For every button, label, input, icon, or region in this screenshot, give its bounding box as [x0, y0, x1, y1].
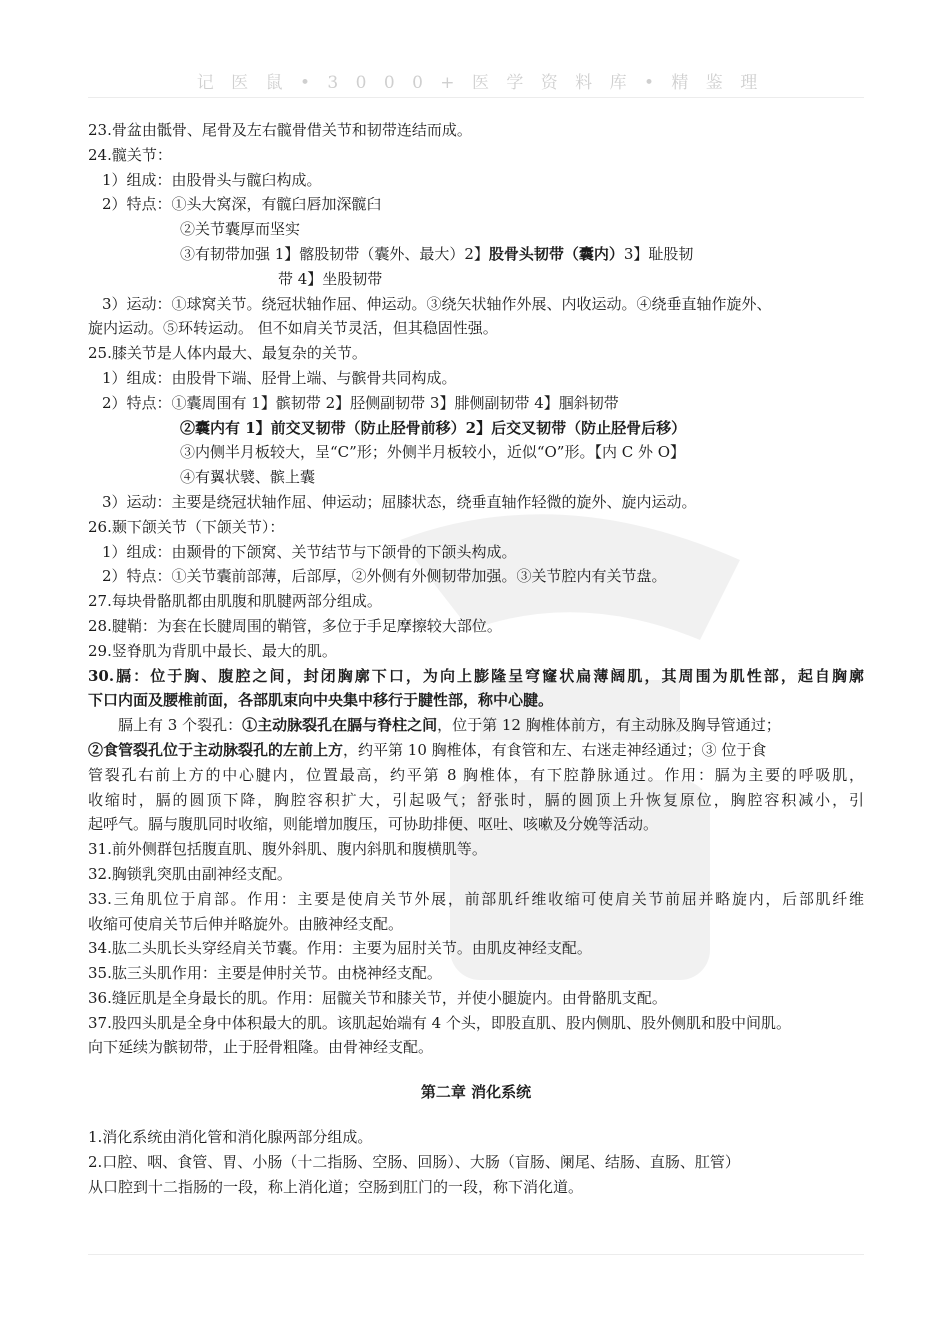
text-line: 1）组成：由颞骨的下颌窝、关节结节与下颌骨的下颌头构成。	[102, 542, 517, 561]
text-line: 向下延续为髌韧带，止于胫骨粗隆。由骨神经支配。	[88, 1038, 434, 1057]
section-heading: 26.颞下颌关节（下颌关节）：	[88, 517, 285, 536]
section-heading: 24.髋关节：	[88, 145, 172, 164]
text-line: 36.缝匠肌是全身最长的肌。作用：屈髋关节和膝关节，并使小腿旋内。由骨骼肌支配。	[88, 988, 667, 1007]
header-divider	[88, 97, 864, 98]
text-line: ④有翼状襞、髌上囊	[180, 468, 316, 487]
section-heading: 25.膝关节是人体内最大、最复杂的关节。	[88, 344, 367, 363]
text-line: 收缩时，膈的圆顶下降，胸腔容积扩大，引起吸气；舒张时，膈的圆顶上升恢复原位，胸腔容积减小，引	[88, 790, 864, 809]
text-line	[88, 738, 864, 763]
text-line: 31.前外侧群包括腹直肌、腹外斜肌、腹内斜肌和腹横肌等。	[88, 840, 487, 859]
text-line: 3）运动：主要是绕冠状轴作屈、伸运动；屈膝状态，绕垂直轴作轻微的旋外、旋内运动。	[102, 492, 697, 511]
text-run: ，位于第 12 胸椎体前方，有主动脉及胸导管通过；	[437, 716, 781, 735]
text-line: 2）特点：①头大窝深，有髋臼唇加深髋臼	[102, 195, 382, 214]
bold-text: 下口内面及腰椎前面，各部肌束向中央集中移行于腱性部，称中心腱。	[88, 691, 554, 710]
text-line: 1）组成：由股骨头与髋臼构成。	[102, 170, 322, 189]
bold-text: 30.膈：位于胸、腹腔之间，封闭胸廓下口，为向上膨隆呈穹窿状扁薄阔肌，其周围为肌性部，起自胸廓	[88, 666, 864, 685]
bold-text: 股骨头韧带（囊内）	[488, 244, 624, 263]
text-line: 管裂孔右前上方的中心腱内，位置最高，约平第 8 胸椎体，有下腔静脉通过。作用：膈为主要的呼吸肌，	[88, 765, 864, 784]
text-line: 27.每块骨骼肌都由肌腹和肌腱两部分组成。	[88, 592, 382, 611]
text-line	[88, 242, 864, 267]
text-line: 旋内运动。⑤环转运动。 但不如肩关节灵活，但其稳固性强。	[88, 319, 498, 338]
text-line: 起呼气。膈与腹肌同时收缩，则能增加腹压，可协助排便、呕吐、咳嗽及分娩等活动。	[88, 815, 659, 834]
text-line: 2）特点：①关节囊前部薄，后部厚，②外侧有外侧韧带加强。③关节腔内有关节盘。	[102, 567, 667, 586]
text-line: 2.口腔、咽、食管、胃、小肠（十二指肠、空肠、回肠）、大肠（盲肠、阑尾、结肠、直肠、肛管）	[88, 1152, 740, 1171]
text-line: 33.三角肌位于肩部。作用：主要是使肩关节外展，前部肌纤维收缩可使肩关节前屈并略旋内，后部肌纤维	[88, 889, 864, 908]
text-line	[88, 713, 864, 738]
bold-text: ②食管裂孔位于主动脉裂孔的左前上方	[88, 740, 344, 759]
text-line: 2）特点：①囊周围有 1】髌韧带 2】胫侧副韧带 3】腓侧副韧带 4】腘斜韧带	[102, 393, 619, 412]
text-line: 1.消化系统由消化管和消化腺两部分组成。	[88, 1128, 373, 1147]
text-run: 膈上有 3 个裂孔：	[118, 716, 243, 735]
text-line: ③内侧半月板较大，呈“C”形；外侧半月板较小，近似“O”形。【内 C 外 O】	[180, 443, 686, 462]
text-run: ，约平第 10 胸椎体，有食管和左、右迷走神经通过；③ 位于食	[343, 740, 767, 759]
footer-divider	[88, 1254, 864, 1255]
text-line: 34.肱二头肌长头穿经肩关节囊。作用：主要为屈肘关节。由肌皮神经支配。	[88, 939, 592, 958]
text-line: 带 4】坐股韧带	[278, 269, 383, 288]
text-line: 29.竖脊肌为背肌中最长、最大的肌。	[88, 641, 337, 660]
text-run: 3】耻股韧	[623, 244, 694, 263]
bold-text: ①主动脉裂孔在膈与脊柱之间	[242, 716, 438, 735]
text-line: 收缩可使肩关节后伸并略旋外。由腋神经支配。	[88, 914, 404, 933]
text-line: 28.腱鞘：为套在长腱周围的鞘管，多位于手足摩擦较大部位。	[88, 616, 502, 635]
text-line: ②关节囊厚而坚实	[180, 220, 301, 239]
text-line: 35.肱三头肌作用：主要是伸肘关节。由桡神经支配。	[88, 964, 442, 983]
text-line: 从口腔到十二指肠的一段，称上消化道；空肠到肛门的一段，称下消化道。	[88, 1177, 584, 1196]
text-run: ③有韧带加强 1】髂股韧带（囊外、最大）2】	[180, 244, 489, 263]
text-line: 23.骨盆由骶骨、尾骨及左右髋骨借关节和韧带连结而成。	[88, 121, 472, 139]
text-line: 32.胸锁乳突肌由副神经支配。	[88, 864, 292, 883]
bold-text: ②囊内有 1】前交叉韧带（防止胫骨前移）2】后交叉韧带（防止胫骨后移）	[180, 418, 687, 437]
text-line: 1）组成：由股骨下端、胫骨上端、与髌骨共同构成。	[102, 368, 457, 387]
chapter-title: 第二章 消化系统	[420, 1083, 532, 1102]
text-line: 3）运动：①球窝关节。绕冠状轴作屈、伸运动。③绕矢状轴作外展、内收运动。④绕垂直轴作旋外、	[102, 294, 772, 313]
page-header: 记 医 鼠 • 3 0 0 0 + 医 学 资 料 库 • 精 鉴 理	[196, 73, 764, 92]
document-body	[88, 118, 864, 1199]
text-line: 37.股四头肌是全身中体积最大的肌。该肌起始端有 4 个头，即股直肌、股内侧肌、股外侧肌和股中间肌。	[88, 1013, 791, 1032]
